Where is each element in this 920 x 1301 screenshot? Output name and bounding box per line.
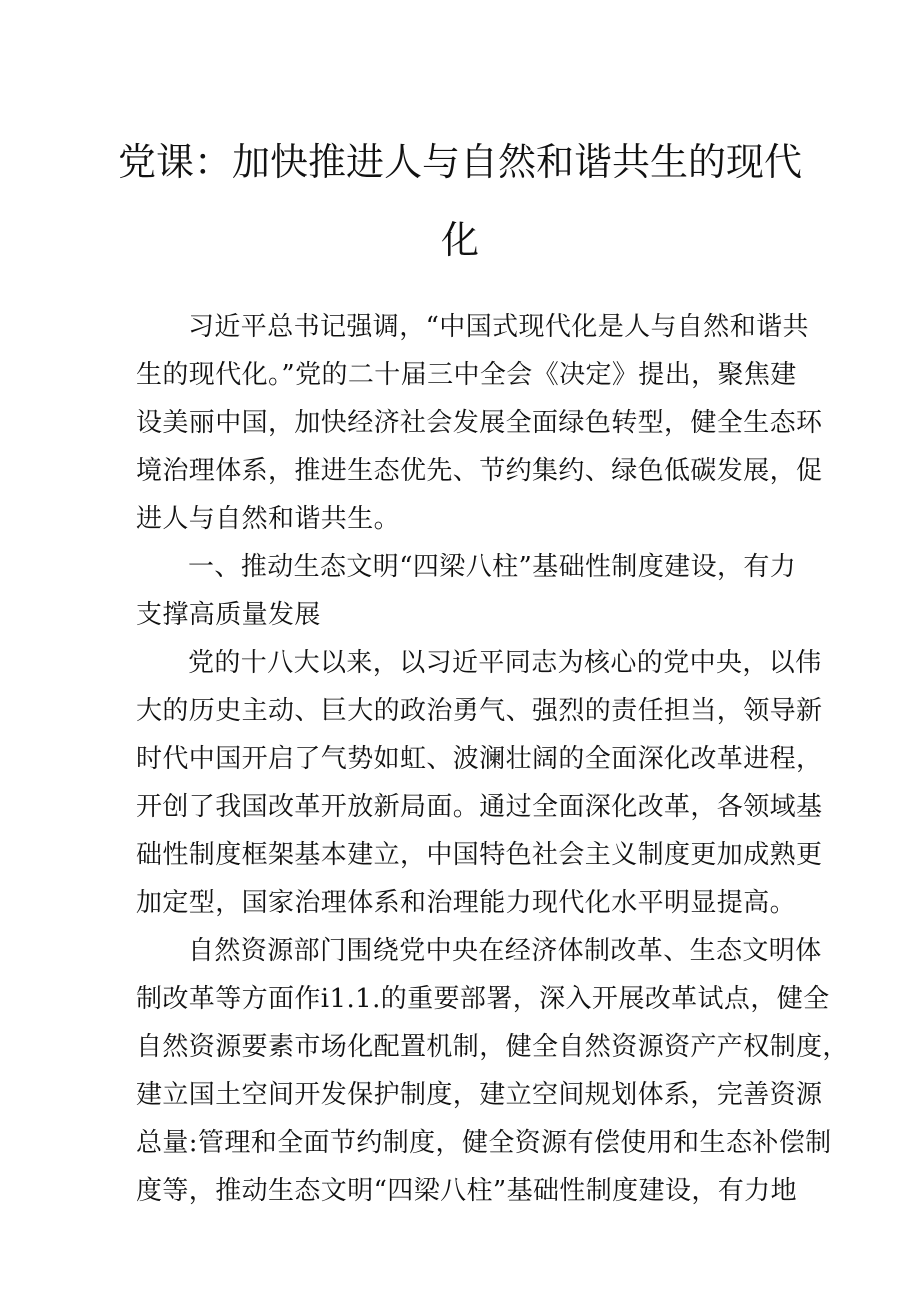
document-title: 党课：加快推进人与自然和谐共生的现代 bbox=[117, 140, 802, 184]
paragraph-line: 时代中国开启了气势如虹、波澜壮阔的全面深化改革进程， bbox=[136, 744, 823, 774]
paragraph-line: 自然资源部门围绕党中央在经济体制改革、生态文明体 bbox=[188, 936, 822, 966]
paragraph-line: 习近平总书记强调，“中国式现代化是人与自然和谐共 bbox=[188, 312, 809, 342]
paragraph-line: 党的十八大以来，以习近平同志为核心的党中央，以伟 bbox=[188, 648, 822, 678]
paragraph-line: 础性制度框架基本建立，中国特色社会主义制度更加成熟更 bbox=[136, 840, 823, 870]
paragraph-line: 生的现代化。”党的二十届三中全会《决定》提出，聚焦建 bbox=[136, 360, 797, 390]
paragraph-line: 总量:管理和全面节约制度，健全资源有偿使用和生态补偿制 bbox=[136, 1128, 832, 1158]
paragraph-line: 开创了我国改革开放新局面。通过全面深化改革，各领域基 bbox=[136, 792, 823, 822]
document-title-continuation: 化 bbox=[440, 218, 479, 262]
paragraph-line: 大的历史主动、巨大的政治勇气、强烈的责任担当，领导新 bbox=[136, 696, 823, 726]
paragraph-line: 进人与自然和谐共生。 bbox=[136, 504, 401, 534]
paragraph-line: 设美丽中国，加快经济社会发展全面绿色转型，健全生态环 bbox=[136, 408, 823, 438]
paragraph-line: 制改革等方面作i1.1.的重要部署，深入开展改革试点，健全 bbox=[136, 984, 830, 1014]
section-heading-line: 一、推动生态文明“四梁八柱”基础性制度建设，有力 bbox=[188, 552, 797, 582]
section-heading-line: 支撑高质量发展 bbox=[136, 600, 321, 630]
paragraph-line: 度等，推动生态文明“四梁八柱”基础性制度建设，有力地 bbox=[136, 1176, 797, 1206]
paragraph-line: 加定型，国家治理体系和治理能力现代化水平明显提高。 bbox=[136, 888, 797, 918]
paragraph-line: 自然资源要素市场化配置机制，健全自然资源资产产权制度， bbox=[136, 1032, 849, 1062]
paragraph-line: 境治理体系，推进生态优先、节约集约、绿色低碳发展，促 bbox=[136, 456, 823, 486]
paragraph-line: 建立国土空间开发保护制度，建立空间规划体系，完善资源 bbox=[136, 1080, 823, 1110]
